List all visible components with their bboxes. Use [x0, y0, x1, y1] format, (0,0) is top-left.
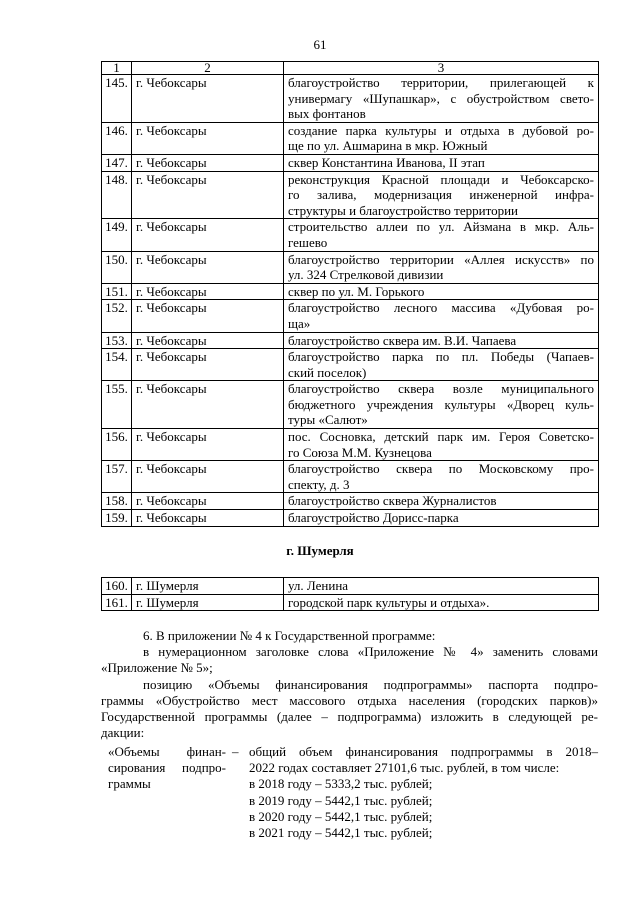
- description-line: го залива, модернизация инженерной инфра-: [288, 187, 594, 203]
- table-row: [102, 349, 599, 381]
- row-number: 152.: [102, 300, 132, 332]
- column-header: 1: [102, 62, 132, 75]
- row-city: г. Чебоксары: [132, 510, 284, 527]
- row-description: [284, 154, 599, 171]
- description-line: ща»: [288, 315, 311, 331]
- row-city: г. Чебоксары: [132, 154, 284, 171]
- table-row: [102, 510, 599, 527]
- row-city: г. Чебоксары: [132, 283, 284, 300]
- paragraph-line: 6. В приложении № 4 к Государственной программе:: [143, 628, 436, 643]
- row-number: 146.: [102, 122, 132, 154]
- row-number: 147.: [102, 154, 132, 171]
- description-line: вых фонтанов: [288, 106, 366, 122]
- row-city: г. Чебоксары: [132, 251, 284, 283]
- row-description: [284, 349, 599, 381]
- table-row: [102, 300, 599, 332]
- table-row: [102, 219, 599, 251]
- description-line: туры «Салют»: [288, 412, 368, 428]
- paragraph-line: Государственной программы (далее – подпрограмма) изложить в следующей ре-: [101, 709, 598, 725]
- page-number: 61: [313, 37, 327, 52]
- table-row: [102, 154, 599, 171]
- description-line: благоустройство парка по пл. Победы (Чапаев-: [288, 349, 594, 365]
- table-row: [102, 578, 599, 595]
- funding-label-line: сирования подпро-: [108, 760, 226, 776]
- row-city: г. Чебоксары: [132, 332, 284, 349]
- row-city: г. Чебоксары: [132, 171, 284, 219]
- table-header-row: [102, 62, 599, 75]
- description-line: универмагу «Шупашкар», с обустройством свето-: [288, 90, 594, 106]
- description-line: создание парка культуры и отдыха в дубовой ро-: [288, 122, 594, 138]
- funding-values: [249, 744, 598, 841]
- description-line: городской парк культуры и отдыха».: [288, 594, 490, 610]
- table-row: [102, 75, 599, 123]
- description-line: ский поселок): [288, 364, 367, 380]
- row-number: 155.: [102, 381, 132, 429]
- row-city: г. Чебоксары: [132, 349, 284, 381]
- row-description: [284, 75, 599, 123]
- description-line: благоустройство сквера им. В.И. Чапаева: [288, 332, 517, 348]
- paragraph: [101, 628, 598, 644]
- section-heading: г. Шумерля: [286, 543, 354, 558]
- row-city: г. Чебоксары: [132, 493, 284, 510]
- funding-label-line: граммы: [108, 776, 151, 792]
- row-description: [284, 429, 599, 461]
- description-line: строительство аллеи по ул. Айзмана в мкр. Аль-: [288, 219, 594, 235]
- row-number: 151.: [102, 283, 132, 300]
- paragraph-line: позицию «Объемы финансирования подпрограммы» паспорта подпро-: [143, 676, 598, 692]
- funding-value-line: в 2018 году – 5333,2 тыс. рублей;: [249, 776, 433, 792]
- row-description: [284, 594, 599, 611]
- funding-label-line: «Объемы финан-: [108, 744, 226, 759]
- row-city: г. Чебоксары: [132, 429, 284, 461]
- shumerlya-table: [101, 577, 599, 611]
- description-line: ще по ул. Ашмарина в мкр. Южный: [288, 138, 488, 154]
- table-row: [102, 461, 599, 493]
- description-line: сквер по ул. М. Горького: [288, 283, 425, 299]
- funding-value-line: в 2020 году – 5442,1 тыс. рублей;: [249, 808, 433, 824]
- funding-value-line: общий объем финансирования подпрограммы в 2018–: [249, 744, 598, 759]
- row-number: 157.: [102, 461, 132, 493]
- row-number: 160.: [102, 578, 132, 595]
- row-number: 148.: [102, 171, 132, 219]
- paragraph-line: дакции:: [101, 725, 145, 741]
- row-number: 154.: [102, 349, 132, 381]
- row-number: 150.: [102, 251, 132, 283]
- amendment-text: [101, 628, 598, 741]
- row-description: [284, 493, 599, 510]
- description-line: благоустройство сквера Журналистов: [288, 493, 497, 509]
- funding-label: [108, 744, 226, 793]
- description-line: благоустройство Дорисс-парка: [288, 510, 459, 526]
- row-description: [284, 283, 599, 300]
- description-line: ул. Ленина: [288, 578, 349, 593]
- table-row: [102, 122, 599, 154]
- row-description: [284, 461, 599, 493]
- paragraph-line: граммы «Обустройство мест массового отдыха населения (городских парков)»: [101, 692, 598, 708]
- row-city: г. Чебоксары: [132, 122, 284, 154]
- description-line: пос. Сосновка, детский парк им. Героя Советско-: [288, 429, 594, 445]
- row-city: г. Чебоксары: [132, 381, 284, 429]
- table-row: [102, 429, 599, 461]
- funding-value-line: в 2019 году – 5442,1 тыс. рублей;: [249, 792, 433, 808]
- description-line: го Союза М.М. Кузнецова: [288, 444, 432, 460]
- row-city: г. Шумерля: [132, 594, 284, 611]
- row-number: 161.: [102, 594, 132, 611]
- table-row: [102, 283, 599, 300]
- paragraph-line: «Приложение № 5»;: [101, 660, 213, 676]
- description-line: спекту, д. 3: [288, 476, 350, 492]
- description-line: благоустройство территории «Аллея искусств» по: [288, 251, 594, 267]
- row-number: 145.: [102, 75, 132, 123]
- description-line: гешево: [288, 234, 328, 250]
- table-row: [102, 493, 599, 510]
- funding-value-line: в 2021 году – 5442,1 тыс. рублей;: [249, 825, 433, 841]
- description-line: сквер Константина Иванова, II этап: [288, 154, 485, 170]
- column-header: 2: [132, 62, 284, 75]
- row-number: 156.: [102, 429, 132, 461]
- row-description: [284, 510, 599, 527]
- row-number: 159.: [102, 510, 132, 527]
- row-city: г. Чебоксары: [132, 461, 284, 493]
- row-number: 158.: [102, 493, 132, 510]
- description-line: благоустройство лесного массива «Дубовая ро-: [288, 300, 594, 316]
- paragraph-line: в нумерационном заголовке слова «Приложение № 4» заменить словами: [143, 644, 598, 660]
- row-description: [284, 171, 599, 219]
- row-city: г. Чебоксары: [132, 75, 284, 123]
- row-city: г. Чебоксары: [132, 300, 284, 332]
- description-line: структуры и благоустройство территории: [288, 202, 518, 218]
- column-header: 3: [284, 62, 599, 75]
- row-description: [284, 219, 599, 251]
- row-description: [284, 332, 599, 349]
- table-row: [102, 381, 599, 429]
- description-line: благоустройство сквера возле муниципального: [288, 381, 594, 397]
- row-city: г. Чебоксары: [132, 219, 284, 251]
- row-description: [284, 122, 599, 154]
- description-line: бюджетного учреждения культуры «Дворец куль-: [288, 396, 594, 412]
- paragraph: [101, 644, 598, 676]
- table-row: [102, 171, 599, 219]
- row-number: 149.: [102, 219, 132, 251]
- description-line: благоустройство территории, прилегающей к: [288, 75, 594, 90]
- description-line: ул. 324 Стрелковой дивизии: [288, 267, 444, 283]
- row-city: г. Шумерля: [132, 578, 284, 595]
- row-number: 153.: [102, 332, 132, 349]
- funding-value-line: 2022 годах составляет 27101,6 тыс. рублей, в том числе:: [249, 760, 560, 776]
- funding-dash: –: [232, 744, 239, 759]
- table-row: [102, 332, 599, 349]
- description-line: благоустройство сквера по Московскому про-: [288, 461, 594, 477]
- row-description: [284, 300, 599, 332]
- row-description: [284, 381, 599, 429]
- row-description: [284, 251, 599, 283]
- row-description: [284, 578, 599, 595]
- table-row: [102, 594, 599, 611]
- description-line: реконструкция Красной площади и Чебоксарско-: [288, 171, 594, 187]
- paragraph: [101, 677, 598, 742]
- projects-table: [101, 61, 599, 527]
- table-row: [102, 251, 599, 283]
